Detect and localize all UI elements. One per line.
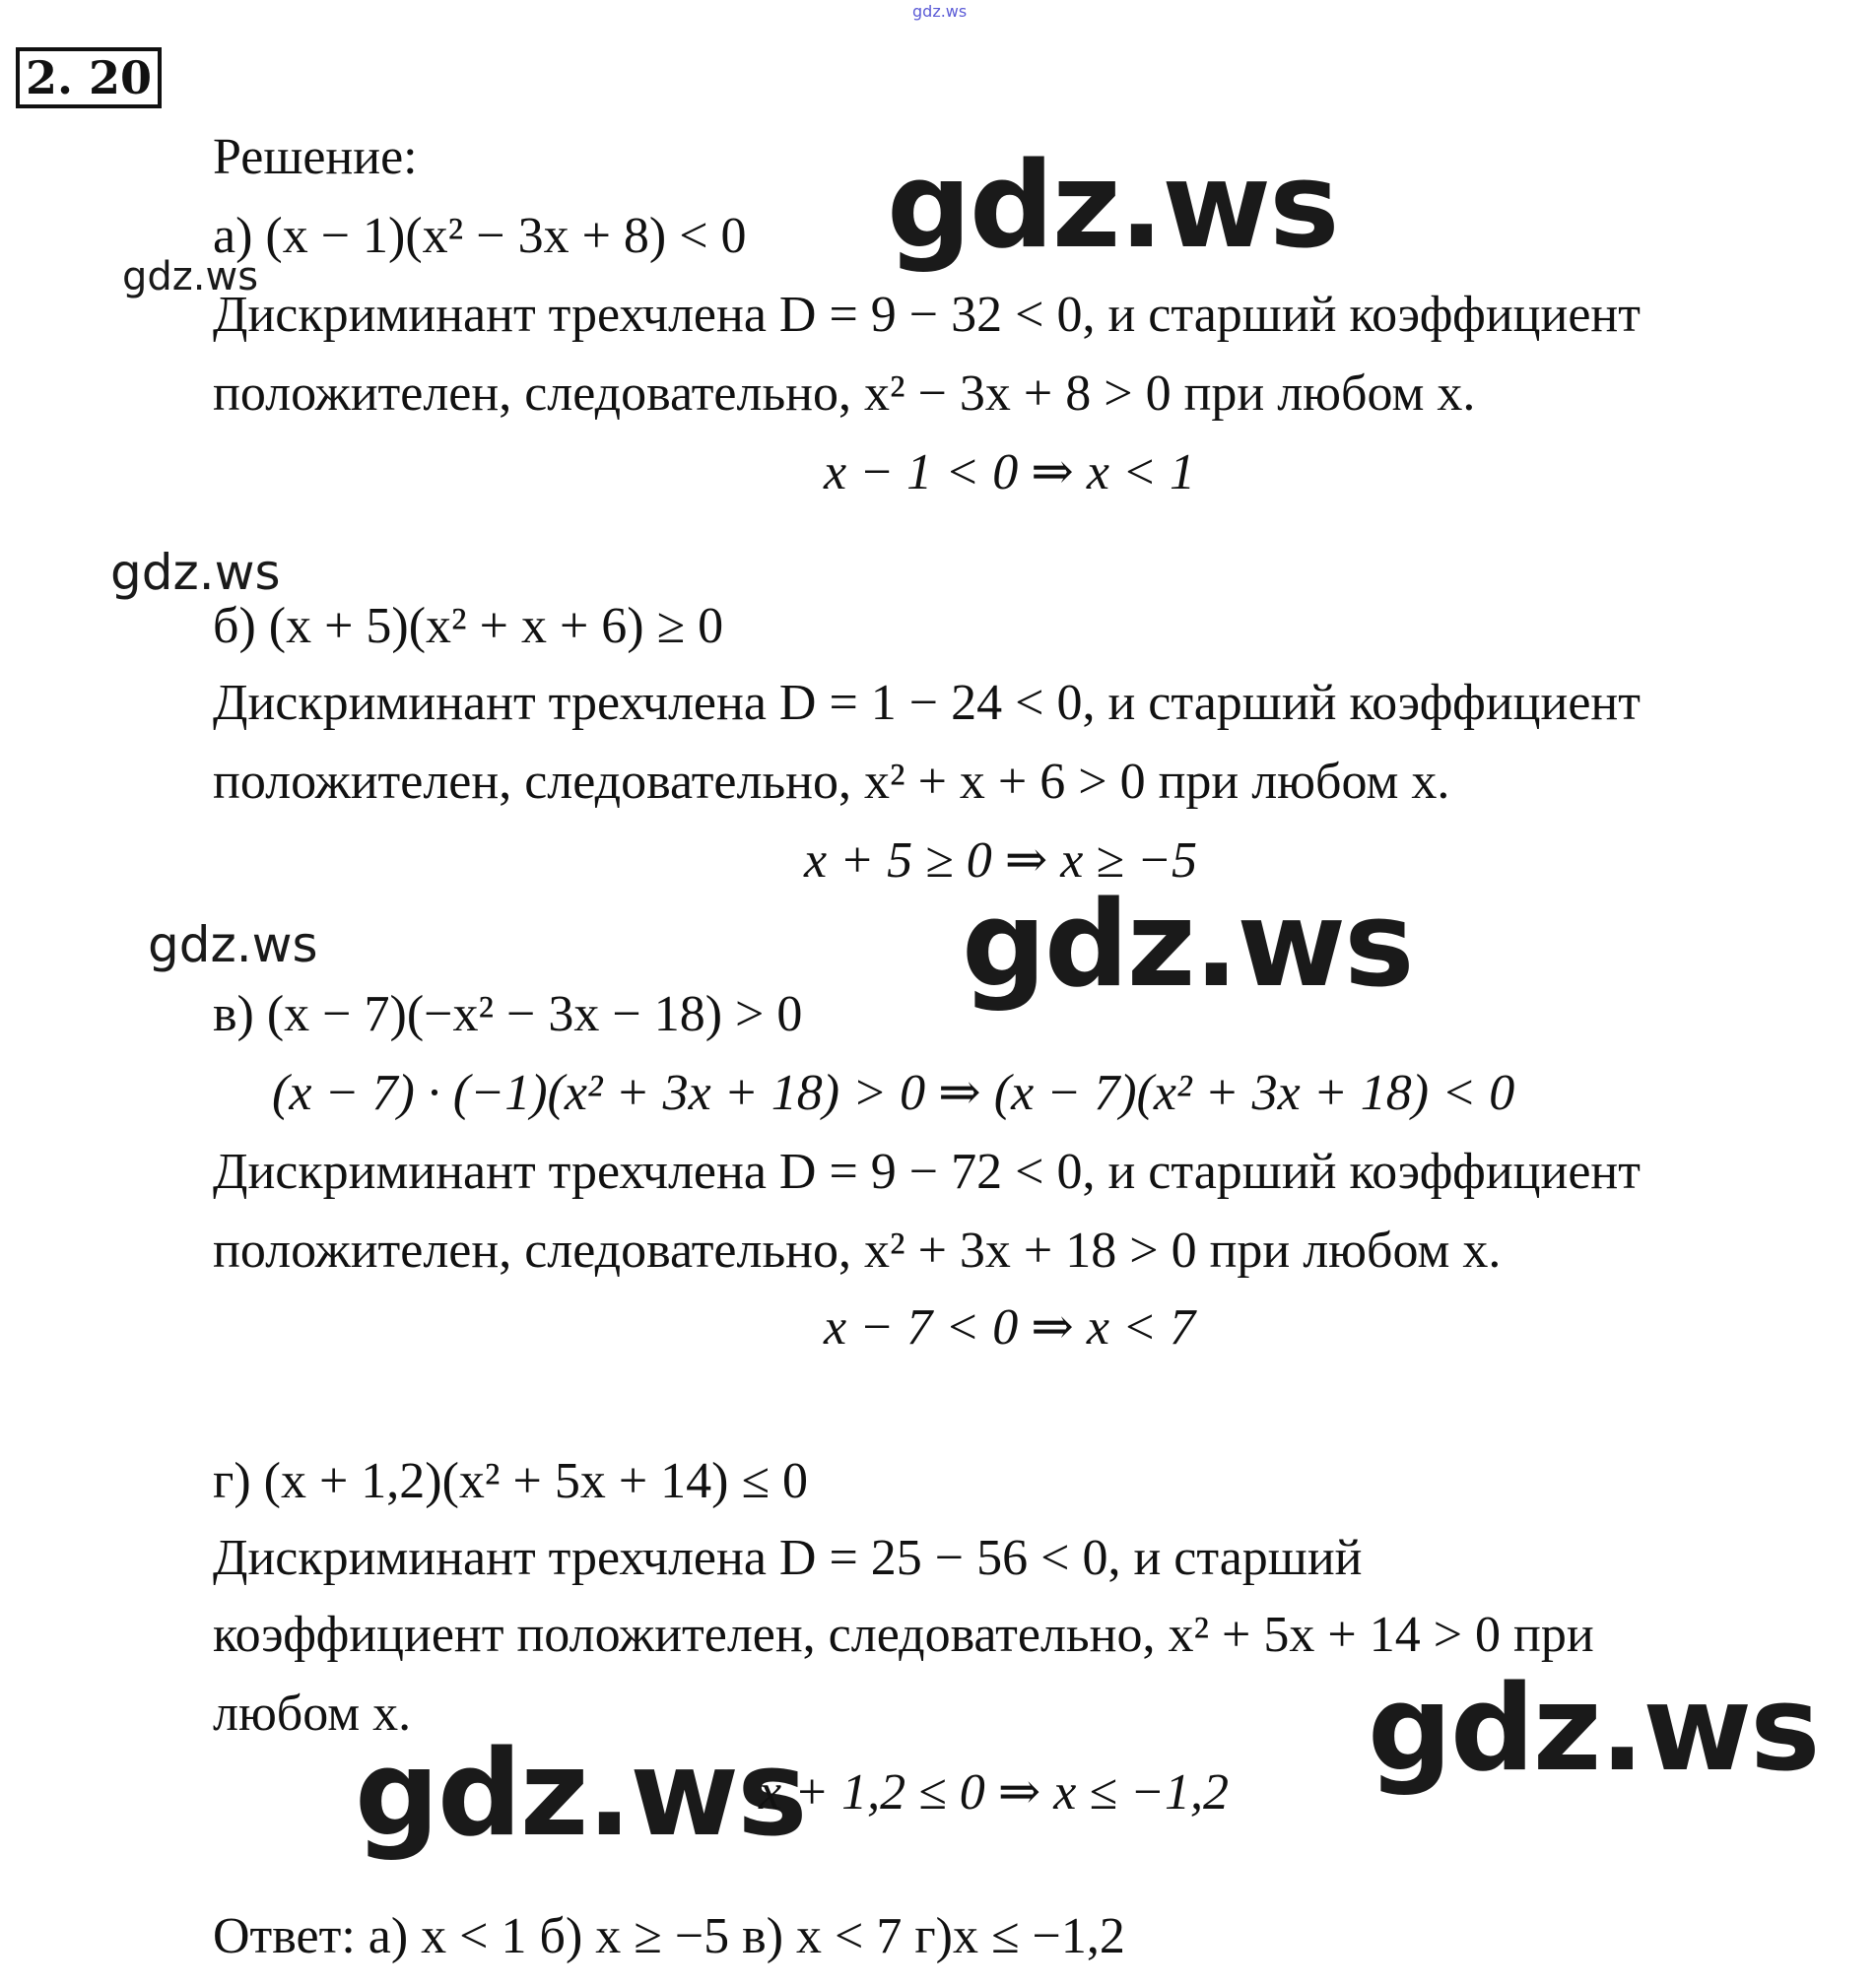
part-a-line1: Дискриминант трехчлена D = 9 − 32 < 0, и старший коэффициент [213, 287, 1641, 343]
watermark-a-small: gdz.ws [122, 254, 259, 299]
part-b-result: x + 5 ≥ 0 ⇒ x ≥ −5 [804, 832, 1197, 889]
part-c-result: x − 7 < 0 ⇒ x < 7 [824, 1299, 1195, 1356]
part-c-task: в) (x − 7)(−x² − 3x − 18) > 0 [213, 986, 803, 1042]
part-a-task: а) (x − 1)(x² − 3x + 8) < 0 [213, 208, 747, 264]
part-b-line2: положителен, следовательно, x² + x + 6 > 0 при любом x. [213, 754, 1450, 810]
part-b-line1: Дискриминант трехчлена D = 1 − 24 < 0, и старший коэффициент [213, 675, 1641, 731]
part-d-line1: Дискриминант трехчлена D = 25 − 56 < 0, и старший [213, 1530, 1363, 1586]
part-d-line2: коэффициент положителен, следовательно, x² + 5x + 14 > 0 при [213, 1607, 1594, 1663]
part-d-task: г) (x + 1,2)(x² + 5x + 14) ≤ 0 [213, 1453, 809, 1509]
watermark-d-big-left: gdz.ws [355, 1726, 806, 1863]
watermark-a-big: gdz.ws [887, 138, 1338, 275]
watermark-c-big: gdz.ws [962, 877, 1413, 1014]
part-c-transform: (x − 7) · (−1)(x² + 3x + 18) > 0 ⇒ (x − 7)(x² + 3x + 18) < 0 [272, 1065, 1515, 1121]
problem-number: 2. 20 [16, 47, 162, 108]
top-watermark: gdz.ws [912, 2, 968, 21]
part-a-line2: положителен, следовательно, x² − 3x + 8 > 0 при любом x. [213, 365, 1476, 422]
solution-label: Решение: [213, 129, 418, 185]
part-b-task: б) (x + 5)(x² + x + 6) ≥ 0 [213, 598, 724, 654]
answer-line: Ответ: а) x < 1 б) x ≥ −5 в) x < 7 г)x ≤ −1,2 [213, 1908, 1125, 1964]
watermark-d-big-right: gdz.ws [1368, 1661, 1819, 1798]
part-a-result: x − 1 < 0 ⇒ x < 1 [824, 444, 1195, 500]
part-c-line1: Дискриминант трехчлена D = 9 − 72 < 0, и старший коэффициент [213, 1144, 1641, 1200]
part-c-line2: положителен, следовательно, x² + 3x + 18 > 0 при любом x. [213, 1223, 1502, 1279]
part-d-result: x + 1,2 ≤ 0 ⇒ x ≤ −1,2 [759, 1764, 1229, 1821]
part-d-line3: любом x. [213, 1686, 412, 1742]
watermark-b-small: gdz.ws [110, 544, 281, 601]
watermark-c-small: gdz.ws [148, 916, 318, 973]
